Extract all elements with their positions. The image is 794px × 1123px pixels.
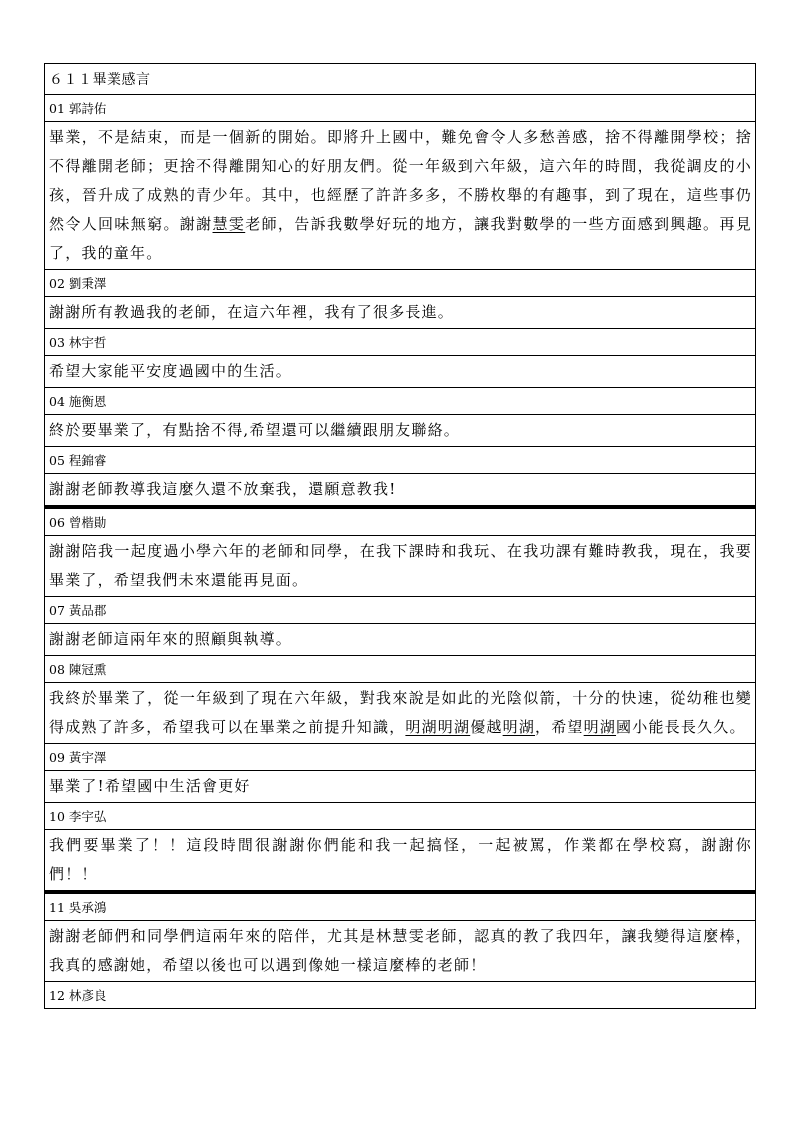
student-message: 謝謝老師們和同學們這兩年來的陪伴，尤其是林慧雯老師，認真的教了我四年，讓我變得這麼棒，我真的感謝她，希望以後也可以遇到像她一樣這麼棒的老師！ <box>45 921 756 982</box>
student-name-cell <box>45 597 756 624</box>
student-number: 07 <box>49 603 65 618</box>
student-name: 程錦睿 <box>68 453 107 468</box>
student-name: 曾楷勛 <box>68 515 107 530</box>
student-number: 04 <box>49 394 65 409</box>
student-number: 11 <box>49 900 65 915</box>
underlined-school-name: 明湖 <box>502 718 536 736</box>
message-text: 國小能長長久久。 <box>616 718 746 736</box>
student-name-cell <box>45 447 756 474</box>
student-number: 06 <box>49 515 65 530</box>
student-message: 畢業了!希望國中生活會更好 <box>45 771 756 803</box>
student-message: 謝謝老師教導我這麼久還不放棄我，還願意教我! <box>45 474 756 508</box>
student-message <box>45 122 756 270</box>
document-title: ６１１畢業感言 <box>45 64 756 95</box>
student-name: 陳冠熏 <box>68 662 107 677</box>
message-text: 優越 <box>470 718 503 736</box>
student-message: 謝謝老師這兩年來的照顧與執導。 <box>45 624 756 656</box>
student-name-cell <box>45 388 756 415</box>
student-name: 黃宇澤 <box>68 750 107 765</box>
underlined-school-name: 明湖明湖 <box>405 718 471 736</box>
student-name-cell <box>45 656 756 683</box>
student-number: 09 <box>49 750 65 765</box>
student-name-cell <box>45 95 756 122</box>
student-name: 施衡恩 <box>68 394 107 409</box>
student-message: 終於要畢業了，有點捨不得,希望還可以繼續跟朋友聯絡。 <box>45 415 756 447</box>
student-number: 08 <box>49 662 65 677</box>
student-name-cell <box>45 507 756 536</box>
student-number: 10 <box>49 809 65 824</box>
student-message: 希望大家能平安度過國中的生活。 <box>45 356 756 388</box>
document-page <box>44 63 756 1009</box>
student-name-cell <box>45 803 756 830</box>
student-number: 03 <box>49 335 65 350</box>
student-name-cell <box>45 744 756 771</box>
student-name: 李宇弘 <box>68 809 107 824</box>
student-name-cell <box>45 982 756 1009</box>
student-name-cell <box>45 329 756 356</box>
student-name-cell <box>45 892 756 921</box>
message-text: ，希望 <box>535 718 584 736</box>
student-name: 郭詩佑 <box>68 101 107 116</box>
student-name: 林彥良 <box>68 988 107 1003</box>
student-name-cell <box>45 270 756 297</box>
message-text: 老師，告訴我數學好玩的地方，讓我對數學的一些方面感到興趣。再見了，我的童年。 <box>49 215 752 262</box>
student-message: 謝謝陪我一起度過小學六年的老師和同學，在我下課時和我玩、在我功課有難時教我，現在，我要畢業了，希望我們未來還能再見面。 <box>45 536 756 597</box>
student-name: 林宇哲 <box>68 335 107 350</box>
message-text: 畢業，不是結束，而是一個新的開始。即將升上國中，難免會令人多愁善感，捨不得離開學校；捨不得離開老師；更捨不得離開知心的好朋友們。從一年級到六年級，這六年的時間，我從調皮的小孩，晉升成了成熟的青少年。其中，也經歷了許許多多，不勝枚舉的有趣事，到了現在，這些事仍然令人回味無窮。謝謝 <box>49 128 752 233</box>
student-name: 黃品郡 <box>68 603 107 618</box>
student-number: 01 <box>49 101 65 116</box>
student-name: 劉秉澤 <box>68 276 107 291</box>
student-message: 我們要畢業了！！這段時間很謝謝你們能和我一起搞怪，一起被罵，作業都在學校寫，謝謝你們！！ <box>45 830 756 893</box>
student-number: 05 <box>49 453 65 468</box>
underlined-school-name: 明湖 <box>583 718 617 736</box>
message-text: 我終於畢業了，從一年級到了現在六年級，對我來說是如此的光陰似箭，十分的快速，從幼稚也變得成熟了許多，希望我可以在畢業之前提升知識， <box>49 689 752 736</box>
underlined-name: 慧雯 <box>212 215 246 233</box>
student-message: 謝謝所有教過我的老師，在這六年裡，我有了很多長進。 <box>45 297 756 329</box>
graduation-messages-table <box>44 63 756 1009</box>
student-number: 12 <box>49 988 65 1003</box>
student-number: 02 <box>49 276 65 291</box>
student-name: 吳承鴻 <box>68 900 107 915</box>
student-message <box>45 683 756 744</box>
